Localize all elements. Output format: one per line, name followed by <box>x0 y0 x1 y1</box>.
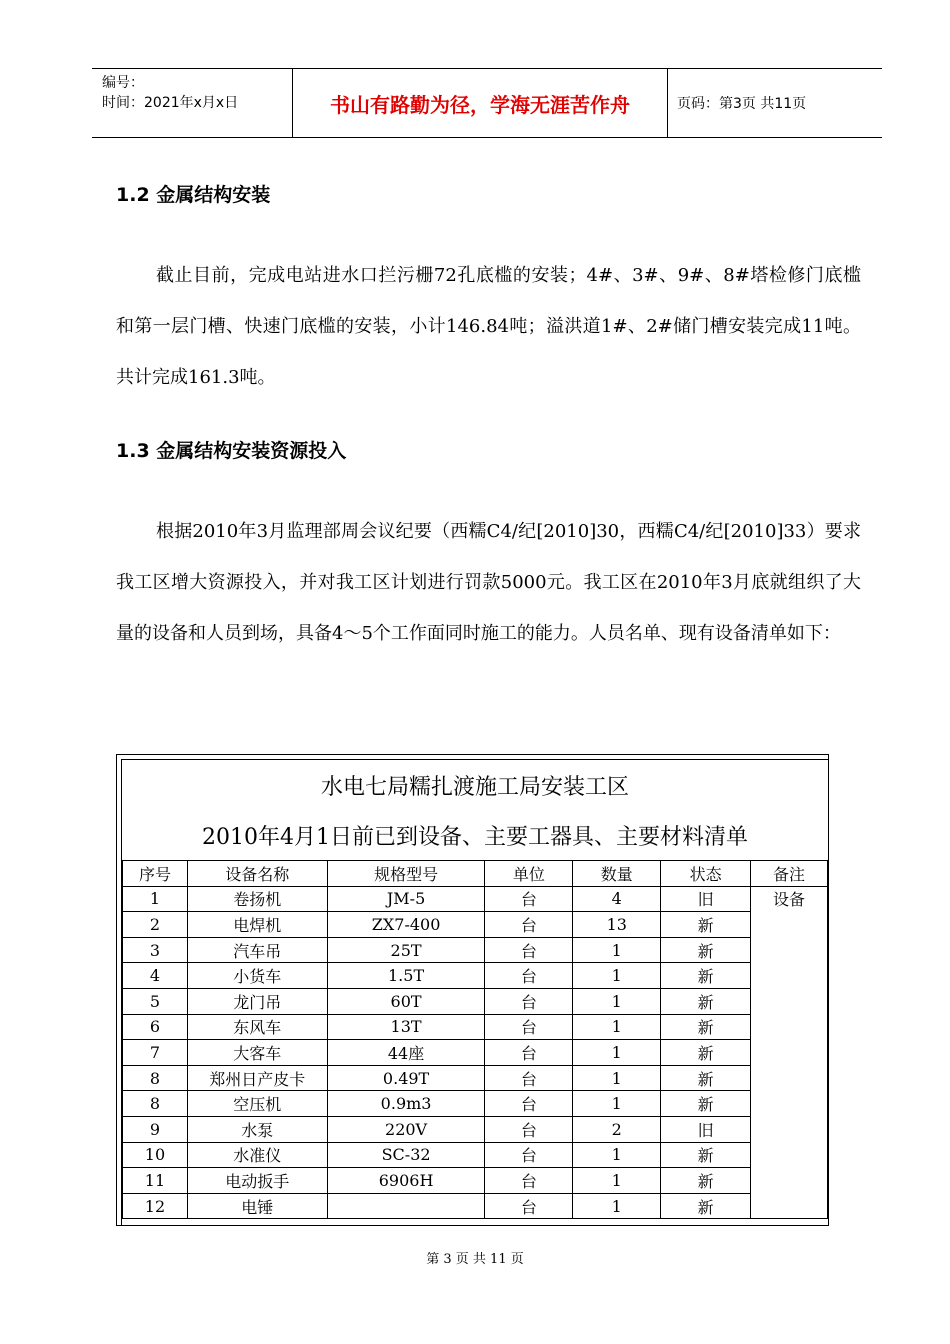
cell-status: 新 <box>661 1040 751 1066</box>
cell-index: 3 <box>123 937 188 963</box>
cell-unit: 台 <box>485 1193 573 1219</box>
cell-qty: 1 <box>573 1014 661 1040</box>
cell-name: 空压机 <box>187 1091 327 1117</box>
cell-status: 新 <box>661 937 751 963</box>
col-header-remark: 备注 <box>751 861 828 887</box>
cell-index: 1 <box>123 886 188 912</box>
cell-index: 11 <box>123 1168 188 1194</box>
cell-unit: 台 <box>485 912 573 938</box>
section-heading-1-2: 1.2 金属结构安装 <box>116 184 271 206</box>
col-header-index: 序号 <box>123 861 188 887</box>
cell-status: 新 <box>661 1168 751 1194</box>
cell-spec: 60T <box>327 988 485 1014</box>
cell-index: 9 <box>123 1116 188 1142</box>
cell-unit: 台 <box>485 1091 573 1117</box>
cell-index: 10 <box>123 1142 188 1168</box>
table-title-1: 水电七局糯扎渡施工局安装工区 <box>320 775 629 800</box>
table-row <box>123 937 828 963</box>
cell-spec: ZX7-400 <box>327 912 485 938</box>
table-row <box>123 1065 828 1091</box>
cell-unit: 台 <box>485 1065 573 1091</box>
cell-unit: 台 <box>485 1168 573 1194</box>
section-paragraph-1-3: 根据2010年3月监理部周会议纪要（西糯C4/纪[2010]30，西糯C4/纪[2010]33）要求我工区增大资源投入，并对我工区计划进行罚款5000元。我工区在2010年3月底就组织了大量的设备和人员到场，具备4～5个工作面同时施工的能力。人员名单、现有设备清单如下： <box>116 521 861 644</box>
table-row <box>123 1193 828 1219</box>
cell-qty: 1 <box>573 1040 661 1066</box>
page-footer: 第 3 页 共 11 页 <box>426 1252 524 1267</box>
cell-index: 7 <box>123 1040 188 1066</box>
table-row <box>123 1168 828 1194</box>
table-header-row <box>123 861 828 887</box>
cell-status: 旧 <box>661 1116 751 1142</box>
cell-spec: 44座 <box>327 1040 485 1066</box>
cell-spec <box>327 1193 485 1219</box>
col-header-status: 状态 <box>661 861 751 887</box>
cell-qty: 1 <box>573 1142 661 1168</box>
cell-qty: 1 <box>573 1065 661 1091</box>
cell-status: 新 <box>661 988 751 1014</box>
cell-index: 8 <box>123 1091 188 1117</box>
cell-status: 新 <box>661 1065 751 1091</box>
cell-unit: 台 <box>485 1116 573 1142</box>
cell-unit: 台 <box>485 1142 573 1168</box>
cell-spec: 0.49T <box>327 1065 485 1091</box>
header-meta <box>92 69 292 137</box>
cell-unit: 台 <box>485 988 573 1014</box>
cell-index: 12 <box>123 1193 188 1219</box>
table-row <box>123 1014 828 1040</box>
table-row <box>123 1040 828 1066</box>
cell-qty: 1 <box>573 1193 661 1219</box>
page-header <box>92 68 882 138</box>
cell-name: 大客车 <box>187 1040 327 1066</box>
col-header-spec: 规格型号 <box>327 861 485 887</box>
table-row <box>123 963 828 989</box>
cell-unit: 台 <box>485 1040 573 1066</box>
section-paragraph-1-2: 截止目前，完成电站进水口拦污栅72孔底槛的安装；4#、3#、9#、8#塔检修门底槛和第一层门槽、快速门底槛的安装，小计146.84吨；溢洪道1#、2#储门槽安装完成11吨。共计完成161.3吨。 <box>116 265 861 388</box>
cell-qty: 1 <box>573 1091 661 1117</box>
col-header-qty: 数量 <box>573 861 661 887</box>
cell-status: 新 <box>661 963 751 989</box>
cell-unit: 台 <box>485 1014 573 1040</box>
table-row <box>123 1142 828 1168</box>
cell-spec: 13T <box>327 1014 485 1040</box>
table-row <box>123 886 828 912</box>
section-heading-1-3: 1.3 金属结构安装资源投入 <box>116 440 347 462</box>
cell-qty: 1 <box>573 988 661 1014</box>
header-time-label: 时间：2021年x月x日 <box>102 95 239 111</box>
equipment-table-frame <box>116 754 829 1226</box>
cell-status: 新 <box>661 1142 751 1168</box>
header-page-label: 页码：第3页 共11页 <box>677 96 807 112</box>
cell-qty: 1 <box>573 963 661 989</box>
cell-name: 小货车 <box>187 963 327 989</box>
cell-unit: 台 <box>485 937 573 963</box>
table-title-2: 2010年4月1日前已到设备、主要工器具、主要材料清单 <box>202 825 748 850</box>
cell-name: 电焊机 <box>187 912 327 938</box>
cell-remark: 设备 <box>751 886 828 1219</box>
header-id-label: 编号： <box>102 75 144 91</box>
cell-index: 5 <box>123 988 188 1014</box>
table-row <box>123 1116 828 1142</box>
cell-spec: 25T <box>327 937 485 963</box>
cell-status: 新 <box>661 912 751 938</box>
table-row <box>123 988 828 1014</box>
header-motto: 书山有路勤为径，学海无涯苦作舟 <box>292 69 668 137</box>
table-row <box>123 1091 828 1117</box>
cell-name: 水准仪 <box>187 1142 327 1168</box>
cell-qty: 13 <box>573 912 661 938</box>
cell-status: 新 <box>661 1193 751 1219</box>
cell-name: 水泵 <box>187 1116 327 1142</box>
col-header-name: 设备名称 <box>187 861 327 887</box>
cell-index: 4 <box>123 963 188 989</box>
cell-index: 8 <box>123 1065 188 1091</box>
equipment-table <box>122 860 828 1219</box>
cell-name: 郑州日产皮卡 <box>187 1065 327 1091</box>
cell-status: 新 <box>661 1014 751 1040</box>
cell-spec: 220V <box>327 1116 485 1142</box>
cell-name: 东风车 <box>187 1014 327 1040</box>
cell-spec: 1.5T <box>327 963 485 989</box>
table-row <box>123 912 828 938</box>
cell-index: 2 <box>123 912 188 938</box>
cell-spec: 0.9m3 <box>327 1091 485 1117</box>
cell-status: 新 <box>661 1091 751 1117</box>
cell-status: 旧 <box>661 886 751 912</box>
cell-spec: JM-5 <box>327 886 485 912</box>
cell-unit: 台 <box>485 886 573 912</box>
cell-name: 电锤 <box>187 1193 327 1219</box>
cell-qty: 1 <box>573 937 661 963</box>
cell-qty: 1 <box>573 1168 661 1194</box>
cell-name: 卷扬机 <box>187 886 327 912</box>
cell-index: 6 <box>123 1014 188 1040</box>
cell-name: 汽车吊 <box>187 937 327 963</box>
cell-unit: 台 <box>485 963 573 989</box>
equipment-table-inner <box>121 759 828 1225</box>
cell-spec: 6906H <box>327 1168 485 1194</box>
cell-name: 龙门吊 <box>187 988 327 1014</box>
cell-name: 电动扳手 <box>187 1168 327 1194</box>
col-header-unit: 单位 <box>485 861 573 887</box>
cell-qty: 2 <box>573 1116 661 1142</box>
cell-qty: 4 <box>573 886 661 912</box>
cell-spec: SC-32 <box>327 1142 485 1168</box>
